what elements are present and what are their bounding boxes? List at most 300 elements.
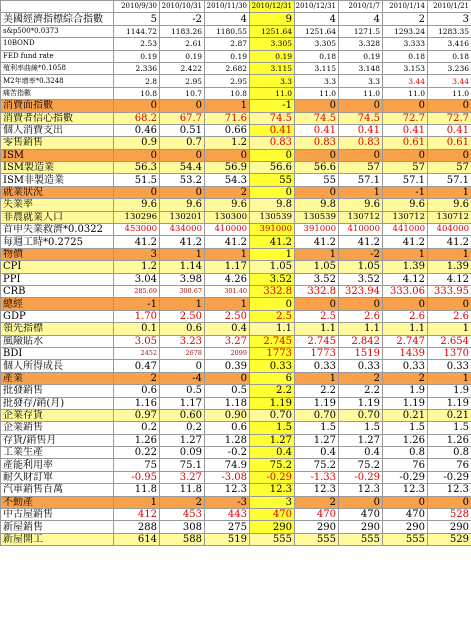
value-cell: 130712 bbox=[428, 211, 471, 223]
value-cell: 54.3 bbox=[205, 174, 250, 186]
indicator-row bbox=[1, 509, 471, 521]
value-cell: 1.9 bbox=[383, 385, 428, 397]
value-cell: 0.19 bbox=[250, 50, 295, 62]
value-cell: 55 bbox=[250, 174, 295, 186]
value-cell: 2.6 bbox=[339, 310, 383, 322]
value-cell: 1.39 bbox=[428, 261, 471, 273]
category-row bbox=[1, 496, 471, 508]
value-cell: 301.40 bbox=[205, 285, 250, 297]
value-cell: 0 bbox=[428, 149, 471, 161]
row-label: FED fund rate bbox=[1, 50, 114, 62]
row-label: 個人消費支出 bbox=[1, 124, 114, 136]
value-cell: 41.2 bbox=[339, 236, 383, 248]
value-cell: 0 bbox=[295, 186, 339, 198]
row-label: 物價 bbox=[1, 248, 114, 260]
value-cell: 4 bbox=[205, 13, 250, 25]
value-cell: 0.4 bbox=[295, 447, 339, 459]
indicator-row bbox=[1, 471, 471, 483]
value-cell: 57 bbox=[428, 162, 471, 174]
value-cell: 54.4 bbox=[160, 162, 205, 174]
value-cell: 9.6 bbox=[383, 199, 428, 211]
value-cell: 0.5 bbox=[205, 385, 250, 397]
value-cell: 332.8 bbox=[250, 285, 295, 297]
value-cell: 1 bbox=[428, 323, 471, 335]
value-cell: 0 bbox=[250, 149, 295, 161]
column-date: 2010/1/21 bbox=[428, 1, 471, 13]
value-cell: 11.0 bbox=[339, 87, 383, 99]
header-corner bbox=[1, 1, 114, 13]
row-label: ISM製造業 bbox=[1, 162, 114, 174]
value-cell: 2.2 bbox=[295, 385, 339, 397]
value-cell: 3.52 bbox=[339, 273, 383, 285]
value-cell: 300.67 bbox=[160, 285, 205, 297]
value-cell: 130539 bbox=[250, 211, 295, 223]
value-cell: 75.2 bbox=[250, 459, 295, 471]
value-cell: 1.19 bbox=[428, 397, 471, 409]
indicator-row bbox=[1, 409, 471, 421]
value-cell: 0 bbox=[339, 298, 383, 310]
value-cell: 2 bbox=[114, 372, 160, 384]
row-label: 工業生產 bbox=[1, 447, 114, 459]
value-cell: 1.27 bbox=[250, 434, 295, 446]
value-cell: 0 bbox=[383, 100, 428, 112]
row-label: PPI bbox=[1, 273, 114, 285]
value-cell: 2452 bbox=[114, 347, 160, 359]
value-cell: 391000 bbox=[295, 224, 339, 236]
value-cell: 12.3 bbox=[428, 484, 471, 496]
value-cell: 0.4 bbox=[339, 447, 383, 459]
value-cell: 441000 bbox=[383, 224, 428, 236]
value-cell: 1 bbox=[205, 298, 250, 310]
column-date: 2010/1/14 bbox=[383, 1, 428, 13]
value-cell: 0 bbox=[295, 100, 339, 112]
value-cell: 130296 bbox=[114, 211, 160, 223]
value-cell: -1 bbox=[383, 186, 428, 198]
value-cell: 453000 bbox=[114, 224, 160, 236]
value-cell: 1.5 bbox=[295, 422, 339, 434]
category-row bbox=[1, 149, 471, 161]
value-cell: 1.14 bbox=[160, 261, 205, 273]
value-cell: 3.328 bbox=[339, 38, 383, 50]
value-cell: 1.19 bbox=[295, 397, 339, 409]
value-cell: 1.05 bbox=[250, 261, 295, 273]
row-label: 耐久財訂單 bbox=[1, 471, 114, 483]
value-cell: 0.41 bbox=[339, 124, 383, 136]
value-cell: 0.83 bbox=[250, 137, 295, 149]
value-cell: 1.5 bbox=[250, 422, 295, 434]
value-cell: 130300 bbox=[205, 211, 250, 223]
row-label: 企業銷售 bbox=[1, 422, 114, 434]
indicator-row bbox=[1, 174, 471, 186]
value-cell: 6 bbox=[250, 372, 295, 384]
row-label: 消費面指數 bbox=[1, 100, 114, 112]
value-cell: 0.7 bbox=[160, 137, 205, 149]
value-cell: 3.44 bbox=[383, 75, 428, 87]
value-cell: 0.97 bbox=[114, 409, 160, 421]
value-cell: 1.17 bbox=[205, 261, 250, 273]
value-cell: 56.6 bbox=[250, 162, 295, 174]
value-cell: 2.2 bbox=[250, 385, 295, 397]
row-label: GDP bbox=[1, 310, 114, 322]
value-cell: 1293.24 bbox=[383, 25, 428, 37]
value-cell: 1 bbox=[428, 186, 471, 198]
value-cell: 333.06 bbox=[383, 285, 428, 297]
value-cell: 2.61 bbox=[160, 38, 205, 50]
value-cell: 1439 bbox=[383, 347, 428, 359]
value-cell: 1.27 bbox=[295, 434, 339, 446]
value-cell: 130539 bbox=[295, 211, 339, 223]
value-cell: 1 bbox=[160, 248, 205, 260]
value-cell: 75.2 bbox=[295, 459, 339, 471]
value-cell: 0 bbox=[250, 186, 295, 198]
value-cell: 57.1 bbox=[339, 174, 383, 186]
value-cell: 2.842 bbox=[339, 335, 383, 347]
value-cell: 2.95 bbox=[160, 75, 205, 87]
row-label: 零售銷售 bbox=[1, 137, 114, 149]
value-cell: 555 bbox=[383, 533, 428, 545]
indicator-row bbox=[1, 13, 471, 25]
value-cell: 57 bbox=[339, 162, 383, 174]
value-cell: 0.18 bbox=[295, 50, 339, 62]
value-cell: 1.1 bbox=[339, 323, 383, 335]
value-cell: 72.7 bbox=[428, 112, 471, 124]
value-cell: 0 bbox=[295, 298, 339, 310]
value-cell: 1.26 bbox=[114, 434, 160, 446]
value-cell: 3 bbox=[250, 496, 295, 508]
value-cell: 3.04 bbox=[114, 273, 160, 285]
value-cell: 1.17 bbox=[160, 397, 205, 409]
value-cell: 1.39 bbox=[383, 261, 428, 273]
value-cell: -3.08 bbox=[205, 471, 250, 483]
value-cell: 275 bbox=[205, 521, 250, 533]
value-cell: 4 bbox=[295, 13, 339, 25]
value-cell: 3 bbox=[428, 13, 471, 25]
indicator-row bbox=[1, 459, 471, 471]
value-cell: 2.5 bbox=[295, 310, 339, 322]
value-cell: 0.61 bbox=[383, 137, 428, 149]
value-cell: 55 bbox=[295, 174, 339, 186]
value-cell: 9.8 bbox=[250, 199, 295, 211]
value-cell: 3.3 bbox=[295, 75, 339, 87]
value-cell: 0 bbox=[383, 298, 428, 310]
value-cell: 68.2 bbox=[114, 112, 160, 124]
value-cell: 0.61 bbox=[428, 137, 471, 149]
row-label: s&p500*0.0373 bbox=[1, 25, 114, 37]
value-cell: 555 bbox=[295, 533, 339, 545]
value-cell: 614 bbox=[114, 533, 160, 545]
column-date: 2010/11/30 bbox=[205, 1, 250, 13]
value-cell: 1.19 bbox=[250, 397, 295, 409]
value-cell: 76 bbox=[428, 459, 471, 471]
value-cell: 0.19 bbox=[160, 50, 205, 62]
indicator-row bbox=[1, 533, 471, 545]
value-cell: 41.2 bbox=[160, 236, 205, 248]
value-cell: 2.654 bbox=[428, 335, 471, 347]
value-cell: 12.3 bbox=[295, 484, 339, 496]
value-cell: 0.4 bbox=[250, 447, 295, 459]
value-cell: 2.5 bbox=[250, 310, 295, 322]
value-cell: 0.19 bbox=[339, 50, 383, 62]
indicator-row bbox=[1, 112, 471, 124]
row-label: 產業 bbox=[1, 372, 114, 384]
value-cell: 0 bbox=[383, 496, 428, 508]
row-label: 企業存貨 bbox=[1, 409, 114, 421]
value-cell: 3.3 bbox=[250, 75, 295, 87]
row-label: ISM非製造業 bbox=[1, 174, 114, 186]
category-row bbox=[1, 372, 471, 384]
value-cell: 74.5 bbox=[250, 112, 295, 124]
value-cell: 67.7 bbox=[160, 112, 205, 124]
value-cell: 1.5 bbox=[339, 422, 383, 434]
row-label: 批發存/銷(月) bbox=[1, 397, 114, 409]
value-cell: 130712 bbox=[339, 211, 383, 223]
value-cell: 11.0 bbox=[250, 87, 295, 99]
value-cell: 1180.55 bbox=[205, 25, 250, 37]
header-row bbox=[1, 1, 471, 13]
row-label: ISM bbox=[1, 149, 114, 161]
value-cell: -4 bbox=[160, 372, 205, 384]
value-cell: 1.26 bbox=[383, 434, 428, 446]
value-cell: 2 bbox=[383, 13, 428, 25]
value-cell: 1 bbox=[428, 372, 471, 384]
value-cell: 1.5 bbox=[383, 422, 428, 434]
value-cell: 0.51 bbox=[160, 124, 205, 136]
value-cell: 0.9 bbox=[114, 137, 160, 149]
value-cell: 1.05 bbox=[295, 261, 339, 273]
value-cell: 0 bbox=[114, 149, 160, 161]
category-row bbox=[1, 100, 471, 112]
value-cell: 470 bbox=[339, 509, 383, 521]
value-cell: 41.2 bbox=[250, 236, 295, 248]
column-date: 2010/9/30 bbox=[114, 1, 160, 13]
value-cell: 0.33 bbox=[295, 360, 339, 372]
indicator-row bbox=[1, 211, 471, 223]
value-cell: 10.8 bbox=[114, 87, 160, 99]
value-cell: 1.2 bbox=[114, 261, 160, 273]
value-cell: 75 bbox=[114, 459, 160, 471]
value-cell: 41.2 bbox=[428, 236, 471, 248]
value-cell: 443 bbox=[205, 509, 250, 521]
value-cell: 4.12 bbox=[383, 273, 428, 285]
value-cell: 1 bbox=[160, 298, 205, 310]
row-label: 個人所得成長 bbox=[1, 360, 114, 372]
value-cell: 1251.64 bbox=[250, 25, 295, 37]
value-cell: 2.8 bbox=[114, 75, 160, 87]
value-cell: 1 bbox=[205, 248, 250, 260]
value-cell: 2.50 bbox=[160, 310, 205, 322]
value-cell: 3.05 bbox=[114, 335, 160, 347]
row-label: 痛苦指數 bbox=[1, 87, 114, 99]
value-cell: 12.3 bbox=[339, 484, 383, 496]
value-cell: 3.305 bbox=[250, 38, 295, 50]
value-cell: 1.16 bbox=[114, 397, 160, 409]
indicator-row bbox=[1, 335, 471, 347]
value-cell: 3.44 bbox=[428, 75, 471, 87]
value-cell: 2 bbox=[160, 496, 205, 508]
value-cell: 0 bbox=[160, 100, 205, 112]
value-cell: 3.27 bbox=[205, 335, 250, 347]
value-cell: 3.115 bbox=[250, 62, 295, 74]
row-label: 風險貼水 bbox=[1, 335, 114, 347]
value-cell: -1 bbox=[114, 298, 160, 310]
value-cell: 0 bbox=[250, 298, 295, 310]
value-cell: 53.2 bbox=[160, 174, 205, 186]
value-cell: -1 bbox=[250, 100, 295, 112]
value-cell: 0.33 bbox=[428, 360, 471, 372]
value-cell: 130712 bbox=[383, 211, 428, 223]
value-cell: 2.95 bbox=[205, 75, 250, 87]
value-cell: 41.2 bbox=[114, 236, 160, 248]
value-cell: 57.1 bbox=[428, 174, 471, 186]
value-cell: -0.95 bbox=[114, 471, 160, 483]
value-cell: 0 bbox=[160, 149, 205, 161]
indicator-row bbox=[1, 25, 471, 37]
value-cell: 75.1 bbox=[160, 459, 205, 471]
value-cell: 1370 bbox=[428, 347, 471, 359]
value-cell: 0.1 bbox=[114, 323, 160, 335]
indicator-row bbox=[1, 87, 471, 99]
value-cell: 41.2 bbox=[295, 236, 339, 248]
value-cell: 0 bbox=[160, 186, 205, 198]
value-cell: 2.6 bbox=[428, 310, 471, 322]
value-cell: 0.6 bbox=[160, 323, 205, 335]
value-cell: 0.19 bbox=[205, 50, 250, 62]
row-label: BDI bbox=[1, 347, 114, 359]
column-date: 2010/12/31 bbox=[295, 1, 339, 13]
value-cell: 1773 bbox=[250, 347, 295, 359]
value-cell: 2.682 bbox=[205, 62, 250, 74]
value-cell: 1 bbox=[250, 248, 295, 260]
value-cell: 9.6 bbox=[160, 199, 205, 211]
value-cell: 0 bbox=[205, 372, 250, 384]
value-cell: 333.95 bbox=[428, 285, 471, 297]
indicator-row bbox=[1, 285, 471, 297]
value-cell: -0.29 bbox=[339, 471, 383, 483]
indicator-row bbox=[1, 261, 471, 273]
value-cell: 410000 bbox=[205, 224, 250, 236]
value-cell: -2 bbox=[160, 13, 205, 25]
table-body bbox=[1, 1, 471, 546]
value-cell: 0.41 bbox=[295, 124, 339, 136]
value-cell: 391000 bbox=[250, 224, 295, 236]
row-label: 非農就業人口 bbox=[1, 211, 114, 223]
value-cell: 470 bbox=[295, 509, 339, 521]
value-cell: 470 bbox=[383, 509, 428, 521]
value-cell: 3.52 bbox=[295, 273, 339, 285]
value-cell: 0.70 bbox=[339, 409, 383, 421]
indicator-row bbox=[1, 422, 471, 434]
column-date: 2010/10/31 bbox=[160, 1, 205, 13]
value-cell: 1.2 bbox=[205, 137, 250, 149]
value-cell: 290 bbox=[428, 521, 471, 533]
value-cell: 0.18 bbox=[428, 50, 471, 62]
value-cell: 76 bbox=[383, 459, 428, 471]
value-cell: 1.27 bbox=[160, 434, 205, 446]
value-cell: 0.46 bbox=[114, 124, 160, 136]
row-label: 總經 bbox=[1, 298, 114, 310]
value-cell: 2 bbox=[339, 372, 383, 384]
value-cell: 51.5 bbox=[114, 174, 160, 186]
value-cell: 1 bbox=[339, 186, 383, 198]
value-cell: 470 bbox=[250, 509, 295, 521]
value-cell: 0 bbox=[205, 149, 250, 161]
value-cell: 404000 bbox=[428, 224, 471, 236]
value-cell: 288 bbox=[114, 521, 160, 533]
row-label: 10BOND bbox=[1, 38, 114, 50]
value-cell: 555 bbox=[250, 533, 295, 545]
row-label: 領先指標 bbox=[1, 323, 114, 335]
value-cell: 0.41 bbox=[428, 124, 471, 136]
indicator-row bbox=[1, 323, 471, 335]
value-cell: 3 bbox=[114, 248, 160, 260]
value-cell: 1 bbox=[205, 100, 250, 112]
value-cell: 3.3 bbox=[339, 75, 383, 87]
value-cell: 0.2 bbox=[160, 422, 205, 434]
value-cell: 9 bbox=[250, 13, 295, 25]
value-cell: 1 bbox=[295, 372, 339, 384]
value-cell: 9.8 bbox=[295, 199, 339, 211]
value-cell: 74.9 bbox=[205, 459, 250, 471]
indicator-row bbox=[1, 521, 471, 533]
value-cell: 1.1 bbox=[250, 323, 295, 335]
value-cell: 1 bbox=[114, 496, 160, 508]
value-cell: 1283.35 bbox=[428, 25, 471, 37]
value-cell: 2.50 bbox=[205, 310, 250, 322]
indicator-row bbox=[1, 137, 471, 149]
value-cell: -3 bbox=[205, 496, 250, 508]
indicator-row bbox=[1, 38, 471, 50]
value-cell: 71.6 bbox=[205, 112, 250, 124]
value-cell: -0.2 bbox=[205, 447, 250, 459]
value-cell: 130201 bbox=[160, 211, 205, 223]
indicator-row bbox=[1, 310, 471, 322]
category-row bbox=[1, 186, 471, 198]
value-cell: 0.21 bbox=[383, 409, 428, 421]
value-cell: -2 bbox=[339, 248, 383, 260]
row-label: CRB bbox=[1, 285, 114, 297]
value-cell: 56.9 bbox=[205, 162, 250, 174]
value-cell: 453 bbox=[160, 509, 205, 521]
value-cell: 41.2 bbox=[383, 236, 428, 248]
indicator-row bbox=[1, 224, 471, 236]
value-cell: 2.2 bbox=[339, 385, 383, 397]
value-cell: 290 bbox=[383, 521, 428, 533]
value-cell: 0 bbox=[428, 298, 471, 310]
row-label: 存貨/銷售月 bbox=[1, 434, 114, 446]
value-cell: 332.8 bbox=[295, 285, 339, 297]
value-cell: 0.6 bbox=[205, 422, 250, 434]
value-cell: 3.236 bbox=[428, 62, 471, 74]
value-cell: 1.27 bbox=[339, 434, 383, 446]
indicator-row bbox=[1, 50, 471, 62]
category-row bbox=[1, 298, 471, 310]
value-cell: 0.39 bbox=[205, 360, 250, 372]
value-cell: 4.12 bbox=[428, 273, 471, 285]
value-cell: 74.5 bbox=[339, 112, 383, 124]
row-label: 產能利用率 bbox=[1, 459, 114, 471]
value-cell: 2 bbox=[295, 496, 339, 508]
value-cell: 1 bbox=[295, 248, 339, 260]
value-cell: 11.0 bbox=[428, 87, 471, 99]
value-cell: 2.747 bbox=[383, 335, 428, 347]
value-cell: 412 bbox=[114, 509, 160, 521]
value-cell: 3.153 bbox=[383, 62, 428, 74]
value-cell: 0 bbox=[428, 100, 471, 112]
indicator-row bbox=[1, 162, 471, 174]
indicator-row bbox=[1, 484, 471, 496]
value-cell: -0.29 bbox=[250, 471, 295, 483]
table-title: 美國經濟指標綜合指數 bbox=[1, 13, 114, 25]
